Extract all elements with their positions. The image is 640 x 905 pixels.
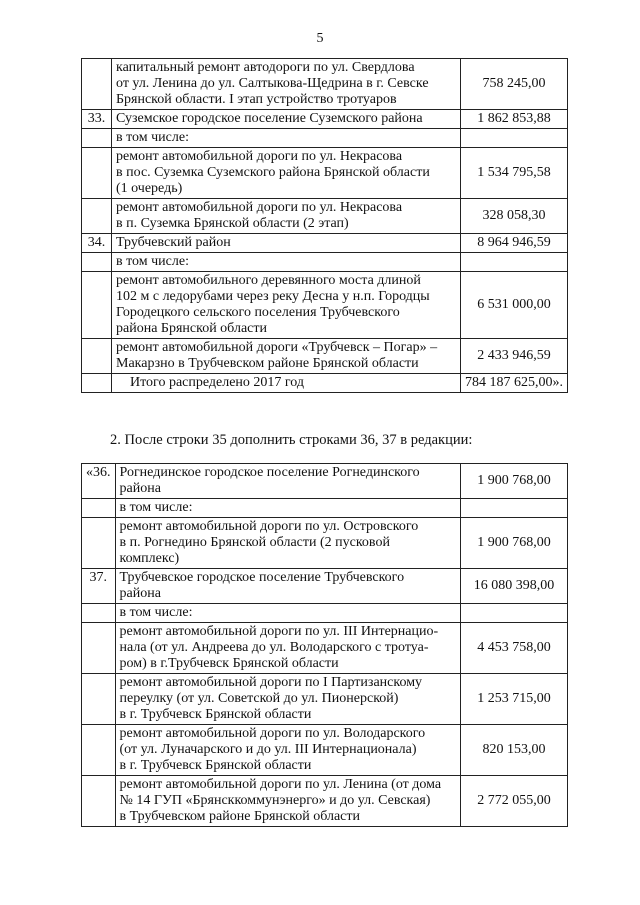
row-number [82, 253, 112, 272]
row-number [82, 339, 112, 374]
row-amount: 8 964 946,59 [461, 234, 568, 253]
budget-table-additions [81, 463, 568, 827]
row-number [82, 148, 112, 199]
total-amount: 784 187 625,00». [461, 374, 568, 393]
row-number: 37. [82, 569, 116, 604]
budget-table-continued [81, 58, 568, 393]
row-description: Трубчевское городское поселение Трубчевского района [115, 569, 461, 604]
row-amount [461, 499, 568, 518]
table-row [82, 464, 568, 499]
table-row [82, 776, 568, 827]
row-amount: 2 772 055,00 [461, 776, 568, 827]
table-row [82, 110, 568, 129]
row-description: ремонт автомобильной дороги по ул. Некрасова в п. Суземка Брянской области (2 этап) [112, 199, 461, 234]
row-number: «36. [82, 464, 116, 499]
row-number [82, 725, 116, 776]
row-amount: 1 862 853,88 [461, 110, 568, 129]
row-amount: 1 253 715,00 [461, 674, 568, 725]
row-number [82, 129, 112, 148]
row-number [82, 272, 112, 339]
row-description: Рогнединское городское поселение Рогнединского района [115, 464, 461, 499]
row-description: ремонт автомобильной дороги по ул. Володарского (от ул. Луначарского и до ул. III Интернационала) в г. Трубчевск Брянской области [115, 725, 461, 776]
row-description: в том числе: [112, 253, 461, 272]
table-row [82, 129, 568, 148]
row-number [82, 518, 116, 569]
table-row [82, 272, 568, 339]
row-number [82, 199, 112, 234]
row-number [82, 59, 112, 110]
row-amount: 1 900 768,00 [461, 518, 568, 569]
table-row [82, 253, 568, 272]
table-row [82, 199, 568, 234]
row-description: капитальный ремонт автодороги по ул. Свердлова от ул. Ленина до ул. Салтыкова-Щедрина в г. Севске Брянской области. I этап устройство тротуаров [112, 59, 461, 110]
row-amount: 6 531 000,00 [461, 272, 568, 339]
table-row [82, 604, 568, 623]
row-description: ремонт автомобильной дороги «Трубчевск – Погар» – Макарзно в Трубчевском районе Брянской области [112, 339, 461, 374]
table-row [82, 499, 568, 518]
row-number: 34. [82, 234, 112, 253]
table-row [82, 569, 568, 604]
row-amount: 1 534 795,58 [461, 148, 568, 199]
row-description: в том числе: [115, 604, 461, 623]
total-row [82, 374, 568, 393]
row-description: ремонт автомобильной дороги по ул. III Интернацио- нала (от ул. Андреева до ул. Володарского с тротуа- ром) в г.Трубчевск Брянской области [115, 623, 461, 674]
row-description: в том числе: [112, 129, 461, 148]
row-amount: 820 153,00 [461, 725, 568, 776]
table-row [82, 674, 568, 725]
table-row [82, 518, 568, 569]
row-amount: 16 080 398,00 [461, 569, 568, 604]
table-row [82, 623, 568, 674]
row-description: Трубчевский район [112, 234, 461, 253]
page-number: 5 [316, 31, 324, 46]
row-number: 33. [82, 110, 112, 129]
row-amount: 758 245,00 [461, 59, 568, 110]
row-number [82, 674, 116, 725]
row-number [82, 776, 116, 827]
row-number [82, 499, 116, 518]
row-amount [461, 253, 568, 272]
row-description: ремонт автомобильной дороги по I Партизанскому переулку (от ул. Советской до ул. Пионерской) в г. Трубчевск Брянской области [115, 674, 461, 725]
row-number [82, 374, 112, 393]
row-amount: 4 453 758,00 [461, 623, 568, 674]
table-row [82, 234, 568, 253]
row-amount: 328 058,30 [461, 199, 568, 234]
row-description: Суземское городское поселение Суземского района [112, 110, 461, 129]
row-description: ремонт автомобильной дороги по ул. Островского в п. Рогнедино Брянской области (2 пусковой комплекс) [115, 518, 461, 569]
row-amount [461, 129, 568, 148]
row-amount [461, 604, 568, 623]
table-row [82, 339, 568, 374]
row-description: ремонт автомобильной дороги по ул. Ленина (от дома № 14 ГУП «Брянсккоммунэнерго» и до ул. Севская) в Трубчевском районе Брянской области [115, 776, 461, 827]
row-number [82, 604, 116, 623]
total-label: Итого распределено 2017 год [112, 374, 461, 393]
row-amount: 2 433 946,59 [461, 339, 568, 374]
row-number [82, 623, 116, 674]
table-row [82, 725, 568, 776]
row-description: ремонт автомобильной дороги по ул. Некрасова в пос. Суземка Суземского района Брянской области (1 очередь) [112, 148, 461, 199]
table-row [82, 59, 568, 110]
row-description: в том числе: [115, 499, 461, 518]
row-amount: 1 900 768,00 [461, 464, 568, 499]
table-row [82, 148, 568, 199]
row-description: ремонт автомобильного деревянного моста длиной 102 м с ледорубами через реку Десна у н.п. Городцы Городецкого сельского поселения Трубчевского района Брянской области [112, 272, 461, 339]
amendment-instruction: 2. После строки 35 дополнить строками 36, 37 в редакции: [110, 432, 473, 448]
